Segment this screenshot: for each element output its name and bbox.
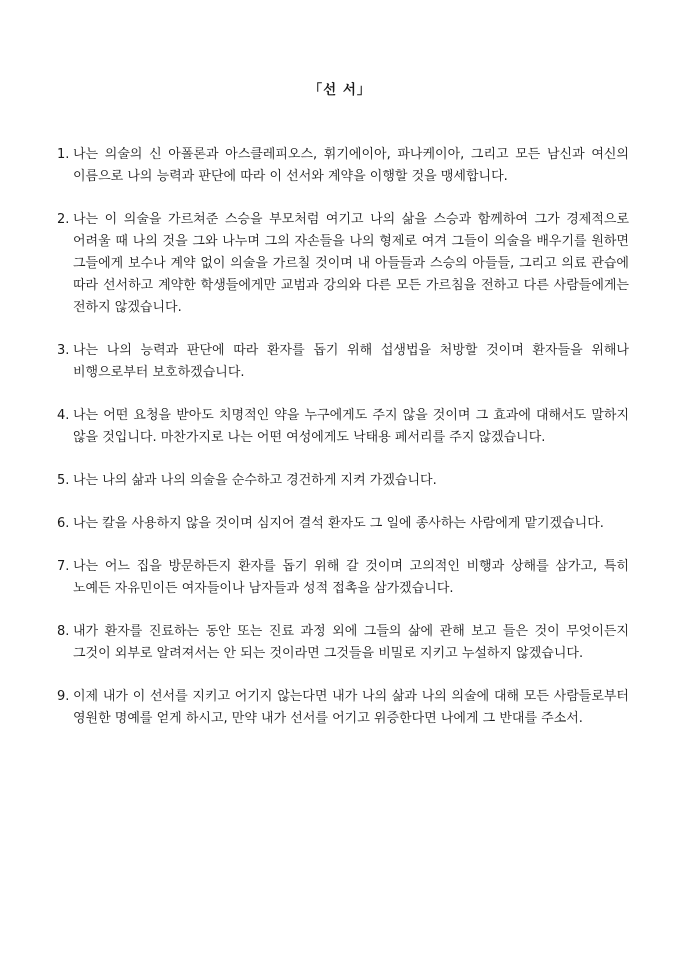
oath-text: 이제 내가 이 선서를 지키고 어기지 않는다면 내가 나의 삶과 나의 의술에 대해 모든 사람들로부터 영원한 명예를 얻게 하시고, 만약 내가 선서를 어기고 위증한다면 나에게 그 반대를 주소서. bbox=[73, 689, 629, 726]
oath-text: 나는 어떤 요청을 받아도 치명적인 약을 누구에게도 주지 않을 것이며 그 효과에 대해서도 말하지 않을 것입니다. 마찬가지로 나는 어떤 여성에게도 낙태용 페서리를 주지 않겠습니다. bbox=[73, 408, 629, 445]
oath-item-2 bbox=[57, 209, 629, 319]
oath-number: 5. bbox=[57, 473, 70, 488]
oath-number: 9. bbox=[57, 689, 70, 704]
oath-item-5 bbox=[57, 470, 629, 492]
oath-item-1 bbox=[57, 144, 629, 188]
oath-number: 7. bbox=[57, 559, 70, 574]
oath-item-3 bbox=[57, 340, 629, 384]
oath-text: 나는 나의 능력과 판단에 따라 환자를 돕기 위해 섭생법을 처방할 것이며 환자들을 위해나 비행으로부터 보호하겠습니다. bbox=[73, 343, 629, 380]
oath-list bbox=[57, 144, 629, 751]
oath-text: 나는 의술의 신 아폴론과 아스클레피오스, 휘기에이아, 파나케이아, 그리고 모든 남신과 여신의 이름으로 나의 능력과 판단에 따라 이 선서와 계약을 이행할 것을 맹세합니다. bbox=[73, 147, 629, 184]
oath-number: 1. bbox=[57, 147, 70, 162]
oath-text: 나는 칼을 사용하지 않을 것이며 심지어 결석 환자도 그 일에 종사하는 사람에게 맡기겠습니다. bbox=[73, 516, 604, 531]
oath-item-8 bbox=[57, 621, 629, 665]
oath-number: 2. bbox=[57, 212, 70, 227]
oath-item-4 bbox=[57, 405, 629, 449]
oath-item-9 bbox=[57, 686, 629, 730]
oath-item-7 bbox=[57, 556, 629, 600]
oath-number: 6. bbox=[57, 516, 70, 531]
oath-number: 8. bbox=[57, 624, 70, 639]
oath-number: 4. bbox=[57, 408, 70, 423]
document-title: 「선 서」 bbox=[308, 82, 372, 98]
oath-text: 내가 환자를 진료하는 동안 또는 진료 과정 외에 그들의 삶에 관해 보고 들은 것이 무엇이든지 그것이 외부로 알려져서는 안 되는 것이라면 그것들을 비밀로 지키고 누설하지 않겠습니다. bbox=[73, 624, 629, 661]
oath-text: 나는 이 의술을 가르쳐준 스승을 부모처럼 여기고 나의 삶을 스승과 함께하여 그가 경제적으로 어려울 때 나의 것을 그와 나누며 그의 자손들을 나의 형제로 여겨 그들이 의술을 배우기를 원하면 그들에게 보수나 계약 없이 의술을 가르칠 것이며 내 아들들과 스승의 아들들, 그리고 의료 관습에 따라 선서하고 계약한 학생들에게만 교범과 강의와 다른 모든 가르침을 전하고 다른 사람들에게는 전하지 않겠습니다. bbox=[73, 212, 629, 315]
oath-text: 나는 어느 집을 방문하든지 환자를 돕기 위해 갈 것이며 고의적인 비행과 상해를 삼가고, 특히 노예든 자유민이든 여자들이나 남자들과 성적 접촉을 삼가겠습니다. bbox=[73, 559, 629, 596]
oath-item-6 bbox=[57, 513, 629, 535]
oath-number: 3. bbox=[57, 343, 70, 358]
oath-text: 나는 나의 삶과 나의 의술을 순수하고 경건하게 지켜 가겠습니다. bbox=[73, 473, 437, 488]
